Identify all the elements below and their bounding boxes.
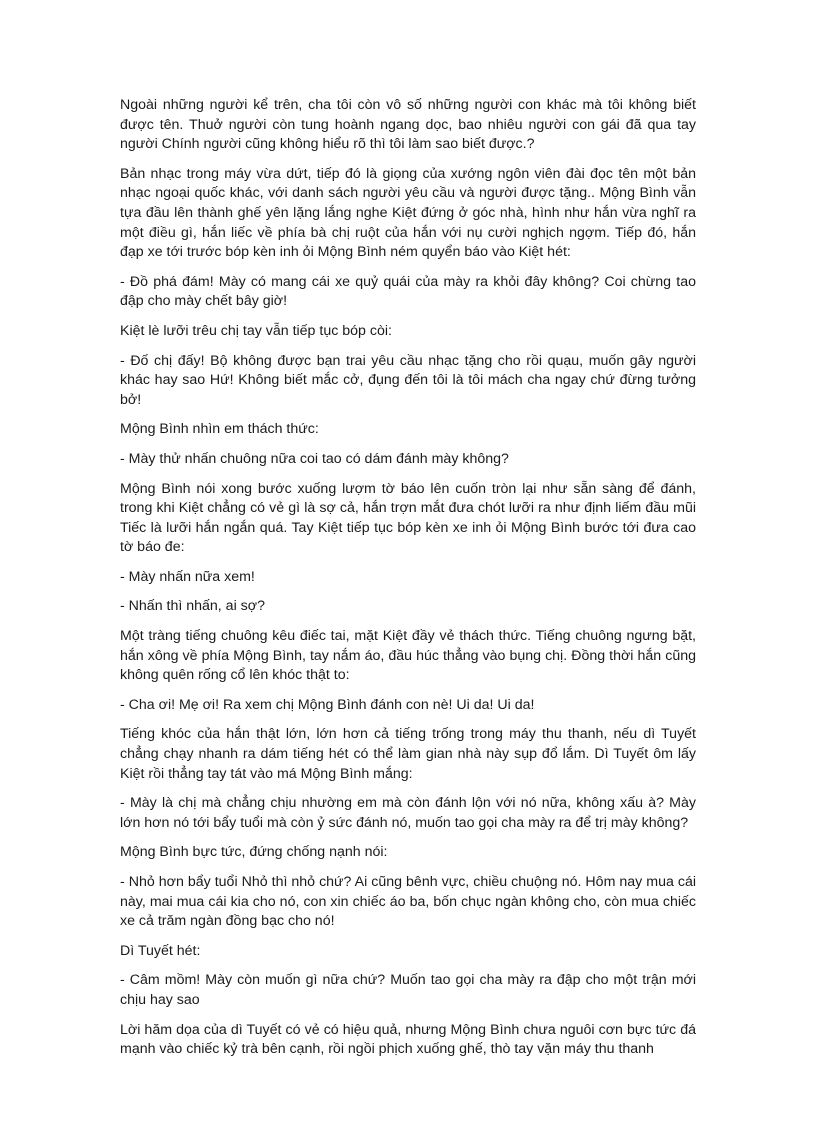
paragraph: Lời hăm dọa của dì Tuyết có vẻ có hiệu quả, nhưng Mộng Bình chưa nguôi cơn bực tức đá mạnh vào chiếc kỷ trà bên cạnh, rồi ngồi phịch xuống ghế, thò tay vặn máy thu thanh	[120, 1021, 696, 1058]
paragraph: Ngoài những người kể trên, cha tôi còn vô số những người con khác mà tôi không biết được tên. Thuở người còn tung hoành ngang dọc, bao nhiêu người con gái đã qua tay người Chính người cũng không hiểu rõ thì tôi làm sao biết được.?	[120, 97, 696, 153]
paragraph: - Mày nhấn nữa xem!	[120, 568, 255, 585]
paragraph: - Cha ơi! Mẹ ơi! Ra xem chị Mộng Bình đánh con nè! Ui da! Ui da!	[120, 696, 535, 713]
paragraph: Dì Tuyết hét:	[120, 942, 201, 959]
paragraph: Kiệt lè lưỡi trêu chị tay vẫn tiếp tục bóp còi:	[120, 322, 392, 339]
paragraph: - Đồ phá đám! Mày có mang cái xe quỷ quái của mày ra khỏi đây không? Coi chừng tao đập cho mày chết bây giờ!	[120, 273, 696, 310]
paragraph: Mộng Bình bực tức, đứng chống nạnh nói:	[120, 844, 388, 861]
paragraph: Bản nhạc trong máy vừa dứt, tiếp đó là giọng của xướng ngôn viên đài đọc tên một bản nhạc ngoại quốc khác, với danh sách người yêu cầu và người được tặng.. Mộng Bình vẫn tựa đầu lên thành ghế yên lặng lắng nghe Kiệt đứng ở góc nhà, hình như hắn vừa nghĩ ra một điều gì, hắn liếc về phía bà chị ruột của hắn với nụ cười nghịch ngợm. Tiếp đó, hắn đạp xe tới trước bóp kèn inh ỏi Mộng Bình ném quyển báo vào Kiệt hét:	[120, 165, 696, 261]
paragraph: - Câm mồm! Mày còn muốn gì nữa chứ? Muốn tao gọi cha mày ra đập cho một trận mới chịu hay sao	[120, 972, 696, 1008]
paragraph: - Nhỏ hơn bẩy tuổi Nhỏ thì nhỏ chứ? Ai cũng bênh vực, chiều chuộng nó. Hôm nay mua cái này, mai mua cái kia cho nó, con xin chiếc áo ba, bốn chục ngàn không cho, còn mua chiếc xe cả trăm ngàn đồng bạc cho nó!	[120, 874, 696, 930]
paragraph: Mộng Bình nhìn em thách thức:	[120, 421, 319, 438]
paragraph: - Mày thử nhấn chuông nữa coi tao có dám đánh mày không?	[120, 450, 509, 467]
paragraph: - Mày là chị mà chẳng chịu nhường em mà còn đánh lộn với nó nữa, không xấu à? Mày lớn hơn nó tới bẩy tuổi mà còn ỷ sức đánh nó, muốn tao gọi cha mày ra để trị mày không?	[120, 795, 696, 831]
paragraph: - Nhấn thì nhấn, ai sợ?	[120, 598, 265, 615]
document-page	[120, 96, 696, 1070]
paragraph: Một tràng tiếng chuông kêu điếc tai, mặt Kiệt đầy vẻ thách thức. Tiếng chuông ngưng bặt, hắn xông về phía Mộng Bình, tay nắm áo, đầu húc thẳng vào bụng chị. Đồng thời hắn cũng không quên rống cổ lên khóc thật to:	[120, 628, 696, 684]
paragraph: Mộng Bình nói xong bước xuống lượm tờ báo lên cuốn tròn lại như sẵn sàng để đánh, trong khi Kiệt chẳng có vẻ gì là sợ cả, hắn trợn mắt đưa chót lưỡi ra như định liếm đầu mũi Tiếc là lưỡi hắn ngắn quá. Tay Kiệt tiếp tục bóp kèn xe inh ỏi Mộng Bình bước tới đưa cao tờ báo đe:	[120, 480, 696, 556]
paragraph: Tiếng khóc của hắn thật lớn, lớn hơn cả tiếng trống trong máy thu thanh, nếu dì Tuyết chẳng chạy nhanh ra dám tiếng hét có thể làm gian nhà này sụp đổ lắm. Dì Tuyết ôm lấy Kiệt rồi thẳng tay tát vào má Mộng Bình mắng:	[120, 726, 696, 782]
paragraph: - Đố chị đấy! Bộ không được bạn trai yêu cầu nhạc tặng cho rồi quạu, muốn gây người khác hay sao Hứ! Không biết mắc cở, đụng đến tôi là tôi mách cha ngay chứ đừng tưởng bở!	[120, 352, 696, 408]
